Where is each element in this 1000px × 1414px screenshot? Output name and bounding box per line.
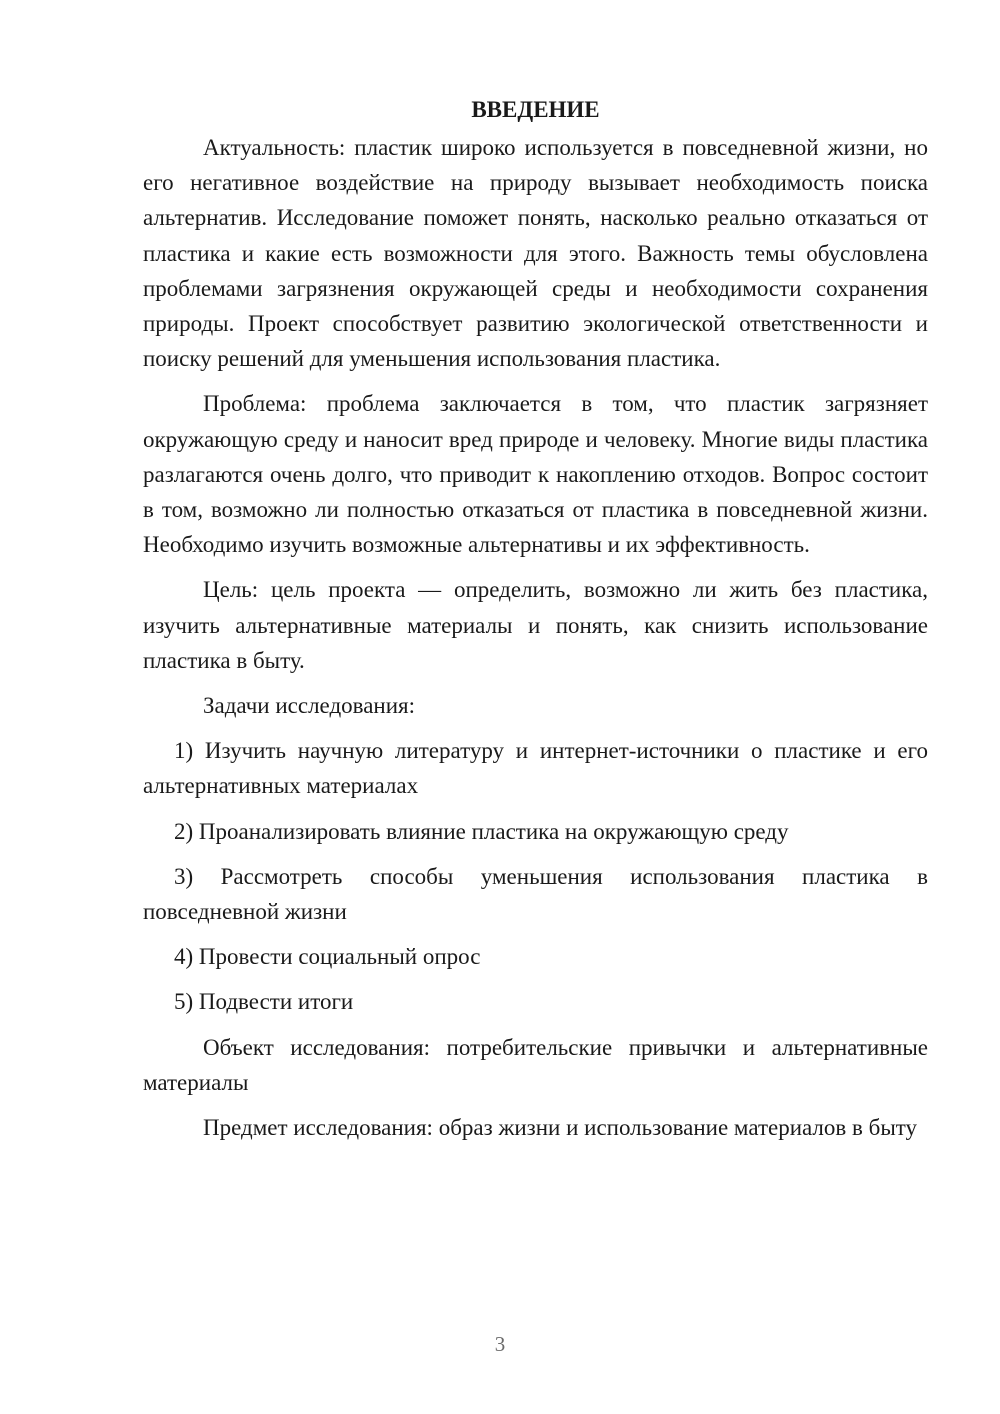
document-page [143,92,928,1155]
page-number: 3 [494,1332,506,1356]
goal-paragraph: Цель: цель проекта — определить, возможно ли жить без пластика, изучить альтернативные материалы и понять, как снизить использование пластика в быту. [143,577,928,673]
task-item-4: 4) Провести социальный опрос [174,944,481,970]
problem-paragraph: Проблема: проблема заключается в том, что пластик загрязняет окружающую среду и наносит вред природе и человеку. Многие виды пластика разлагаются очень долго, что приводит к накоплению отходов. Вопрос состоит в том, возможно ли полностью отказаться от пластика в повседневной жизни. Необходимо изучить возможные альтернативы и их эффективность. [143,391,928,558]
task-item-3: 3) Рассмотреть способы уменьшения использования пластика в повседневной жизни [143,863,928,925]
subject-paragraph: Предмет исследования: образ жизни и использование материалов в быту [203,1115,918,1141]
tasks-heading: Задачи исследования: [203,693,416,719]
relevance-paragraph: Актуальность: пластик широко используется в повседневной жизни, но его негативное воздействие на природу вызывает необходимость поиска альтернатив. Исследование поможет понять, насколько реально отказаться от пластика и какие есть возможности для этого. Важность темы обусловлена проблемами загрязнения окружающей среды и необходимости сохранения природы. Проект способствует развитию экологической ответственности и поиску решений для уменьшения использования пластика. [143,135,928,372]
object-paragraph: Объект исследования: потребительские привычки и альтернативные материалы [143,1034,928,1095]
task-item-2: 2) Проанализировать влияние пластика на окружающую среду [174,818,789,844]
page-title: ВВЕДЕНИЕ [471,97,600,122]
task-item-1: 1) Изучить научную литературу и интернет-источники о пластике и его альтернативных материалах [143,738,928,799]
task-item-5: 5) Подвести итоги [174,989,354,1015]
